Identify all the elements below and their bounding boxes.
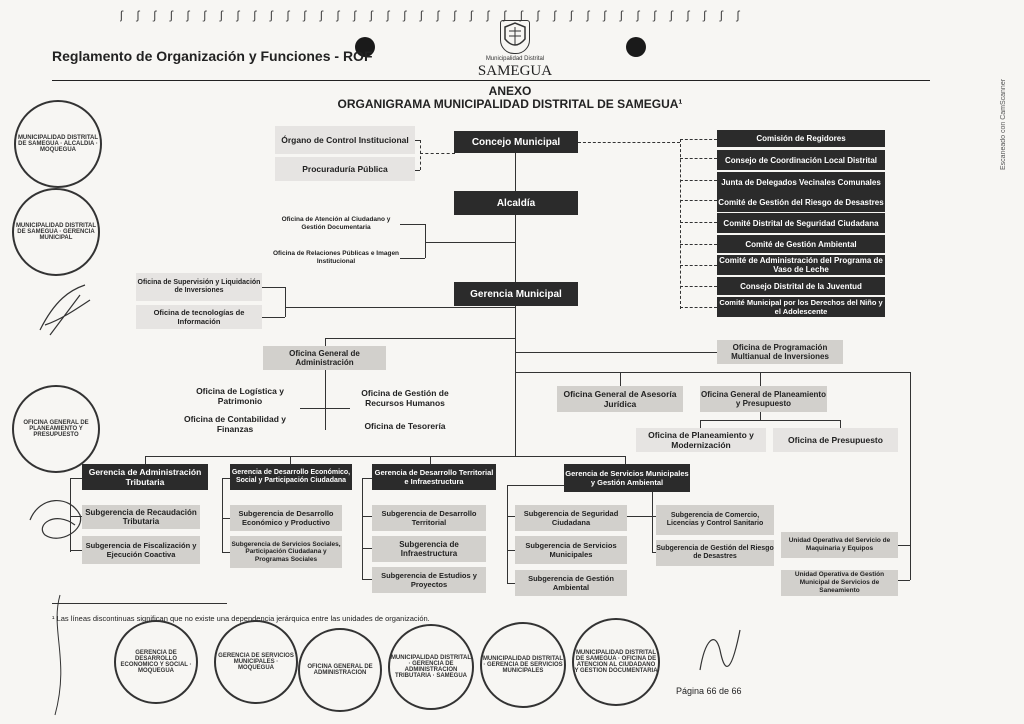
- connector: [515, 352, 717, 353]
- gerencia-servicios-municipales: Gerencia de Servicios Municipales y Gestión Ambiental: [564, 464, 690, 492]
- committee-box: Comisión de Regidores: [717, 130, 885, 147]
- unidad-saneamiento: Unidad Operativa de Gestión Municipal de Servicios de Saneamiento: [781, 570, 898, 596]
- connector: [362, 478, 372, 479]
- subgerencia-desarrollo-territorial: Subgerencia de Desarrollo Territorial: [372, 505, 486, 531]
- gerencia-desarrollo-economico: Gerencia de Desarrollo Económico, Social y Participación Ciudadana: [230, 464, 352, 490]
- connector: [507, 583, 515, 584]
- subgerencia-estudios-proyectos: Subgerencia de Estudios y Proyectos: [372, 567, 486, 593]
- subgerencia-fiscalizacion: Subgerencia de Fiscalización y Ejecución Coactiva: [82, 536, 200, 564]
- subgerencia-seguridad-ciudadana: Subgerencia de Seguridad Ciudadana: [515, 505, 627, 531]
- connector-dashed: [680, 265, 717, 266]
- connector: [362, 579, 372, 580]
- subgerencia-recaudacion: Subgerencia de Recaudación Tributaria: [82, 505, 200, 529]
- subgerencia-desarrollo-economico: Subgerencia de Desarrollo Económico y Productivo: [230, 505, 342, 531]
- signature-scribble: [40, 590, 80, 720]
- oficina-planeamiento-modernizacion: Oficina de Planeamiento y Modernización: [636, 428, 766, 452]
- committee-box: Comité Municipal por los Derechos del Niño y el Adolescente: [717, 297, 885, 317]
- connector: [222, 518, 230, 519]
- connector-dashed: [680, 200, 717, 201]
- subgerencia-servicios-municipales: Subgerencia de Servicios Municipales: [515, 536, 627, 564]
- signature-scribble: [30, 280, 100, 340]
- connector: [70, 478, 82, 479]
- spiral-marks: ʃʃʃʃʃʃʃʃʃʃʃʃʃʃʃʃʃʃʃʃʃʃʃʃʃʃʃʃʃʃʃʃʃʃʃʃʃʃ: [120, 8, 754, 22]
- connector: [362, 516, 372, 517]
- subgerencia-infraestructura: Subgerencia de Infraestructura: [372, 536, 486, 562]
- connector: [285, 307, 515, 308]
- connector-dashed: [420, 153, 455, 154]
- oficina-contabilidad: Oficina de Contabilidad y Finanzas: [183, 414, 286, 434]
- subgerencia-gestion-ambiental: Subgerencia de Gestión Ambiental: [515, 570, 627, 596]
- connector: [620, 372, 621, 387]
- connector-dashed: [578, 142, 680, 143]
- connector: [400, 258, 425, 259]
- municipal-shield-icon: [500, 20, 530, 54]
- connector: [700, 420, 840, 421]
- official-stamp: MUNICIPALIDAD DISTRITAL DE SAMEGUA · OFICINA DE ATENCION AL CIUDADANO Y GESTION DOCUMENTARIA: [572, 618, 660, 706]
- official-stamp: OFICINA GENERAL DE ADMINISTRACION: [298, 628, 382, 712]
- connector: [840, 420, 841, 428]
- official-stamp: GERENCIA DE SERVICIOS MUNICIPALES · MOQUEGUA: [214, 620, 298, 704]
- subgerencia-comercio: Subgerencia de Comercio, Licencias y Control Sanitario: [656, 505, 774, 535]
- official-stamp: MUNICIPALIDAD DISTRITAL DE SAMEGUA · GERENCIA MUNICIPAL: [12, 188, 100, 276]
- chart-title: ORGANIGRAMA MUNICIPALIDAD DISTRITAL DE SAMEGUA¹: [337, 97, 683, 111]
- footnote: ¹ Las líneas discontinuas significan que no existe una dependencia jerárquica entre las unidades de organización.: [52, 614, 430, 623]
- connector: [652, 492, 653, 552]
- committee-box: Comité de Gestión Ambiental: [717, 235, 885, 253]
- connector-dashed: [680, 286, 717, 287]
- subgerencia-riesgo-desastres: Subgerencia de Gestión del Riesgo de Desastres: [656, 540, 774, 566]
- gerencia-municipal-box: Gerencia Municipal: [454, 282, 578, 306]
- connector: [262, 287, 285, 288]
- gerencia-desarrollo-territorial: Gerencia de Desarrollo Territorial e Infraestructura: [372, 464, 496, 490]
- procuraduria-box: Procuraduría Pública: [275, 157, 415, 181]
- oficina-programacion-multianual: Oficina de Programación Multianual de Inversiones: [717, 340, 843, 364]
- official-stamp: MUNICIPALIDAD DISTRITAL · GERENCIA DE ADMINISTRACION TRIBUTARIA · SAMEGUA: [388, 624, 474, 710]
- connector: [507, 485, 564, 486]
- connector: [760, 372, 761, 387]
- oficina-logistica: Oficina de Logística y Patrimonio: [196, 386, 284, 406]
- connector: [627, 516, 652, 517]
- official-stamp: GERENCIA DE DESARROLLO ECONOMICO Y SOCIAL · MOQUEGUA: [114, 620, 198, 704]
- oficina-atencion-ciudadano: Oficina de Atención al Ciudadano y Gestión Documentaria: [281, 216, 391, 231]
- connector-dashed: [680, 307, 717, 308]
- connector-dashed: [680, 180, 717, 181]
- organo-control-box: Órgano de Control Institucional: [275, 126, 415, 154]
- oficina-presupuesto: Oficina de Presupuesto: [773, 428, 898, 452]
- connector: [222, 552, 230, 553]
- connector: [515, 372, 910, 373]
- oficina-relaciones-publicas: Oficina de Relaciones Públicas e Imagen Institucional: [272, 250, 400, 265]
- connector: [425, 224, 426, 258]
- oficina-supervision: Oficina de Supervisión y Liquidación de Inversiones: [136, 273, 262, 301]
- connector: [400, 224, 425, 225]
- committee-box: Comité Distrital de Seguridad Ciudadana: [717, 213, 885, 233]
- header-rule: [52, 80, 930, 81]
- connector-dashed: [680, 222, 717, 223]
- committee-box: Consejo Distrital de la Juventud: [717, 277, 885, 295]
- connector: [700, 420, 701, 428]
- alcaldia-box: Alcaldía: [454, 191, 578, 215]
- connector: [290, 456, 291, 464]
- connector: [262, 317, 285, 318]
- connector-dashed: [420, 140, 421, 170]
- oficina-tecnologias: Oficina de tecnologías de Información: [136, 305, 262, 329]
- page-number: Página 66 de 66: [676, 686, 742, 696]
- oficina-tesoreria: Oficina de Tesorería: [364, 421, 446, 431]
- connector-dashed: [680, 139, 717, 140]
- oficina-asesoria-juridica: Oficina General de Asesoría Jurídica: [557, 386, 683, 412]
- connector: [910, 372, 911, 580]
- committee-box: Junta de Delegados Vecinales Comunales: [717, 172, 885, 192]
- signature-scribble: [690, 620, 750, 690]
- connector: [362, 548, 372, 549]
- unidad-maquinaria-equipos: Unidad Operativa del Servicio de Maquinaria y Equipos: [781, 532, 898, 558]
- connector-dashed: [680, 158, 717, 159]
- binder-hole: [626, 37, 646, 57]
- subgerencia-servicios-sociales: Subgerencia de Servicios Sociales, Participación Ciudadana y Programas Sociales: [230, 536, 342, 568]
- connector: [222, 478, 230, 479]
- document-header-title: Reglamento de Organización y Funciones - ROF: [52, 48, 373, 64]
- connector: [760, 412, 761, 420]
- connector: [507, 485, 508, 583]
- connector: [145, 456, 146, 464]
- official-stamp: OFICINA GENERAL DE PLANEAMIENTO Y PRESUPUESTO: [12, 385, 100, 473]
- connector: [362, 478, 363, 580]
- oficina-general-administracion: Oficina General de Administración: [263, 346, 386, 370]
- concejo-municipal-box: Concejo Municipal: [454, 131, 578, 153]
- connector: [222, 478, 223, 552]
- connector: [145, 456, 625, 457]
- connector: [300, 408, 350, 409]
- connector: [507, 516, 515, 517]
- oficina-planeamiento-presupuesto: Oficina General de Planeamiento y Presupuesto: [700, 386, 827, 412]
- connector: [898, 545, 910, 546]
- committee-box: Comité de Administración del Programa de Vaso de Leche: [717, 255, 885, 275]
- scanner-watermark: Escaneado con CamScanner: [1000, 78, 1007, 170]
- connector: [325, 338, 515, 339]
- oficina-recursos-humanos: Oficina de Gestión de Recursos Humanos: [361, 388, 449, 408]
- connector-dashed: [680, 244, 717, 245]
- annex-label: ANEXO: [488, 84, 532, 98]
- official-stamp: MUNICIPALIDAD DISTRITAL DE SAMEGUA · ALCALDIA · MOQUEGUA: [14, 100, 102, 188]
- connector: [425, 242, 515, 243]
- official-stamp: MUNICIPALIDAD DISTRITAL · GERENCIA DE SERVICIOS MUNICIPALES: [480, 622, 566, 708]
- connector: [625, 456, 626, 464]
- connector: [507, 550, 515, 551]
- connector: [898, 580, 910, 581]
- connector: [430, 456, 431, 464]
- connector-dashed: [680, 139, 681, 309]
- committee-box: Consejo de Coordinación Local Distrital: [717, 150, 885, 170]
- logo-caption: Municipalidad Distrital: [485, 56, 545, 62]
- committee-box: Comité de Gestión del Riesgo de Desastres: [717, 192, 885, 212]
- gerencia-administracion-tributaria: Gerencia de Administración Tributaria: [82, 464, 208, 490]
- signature-scribble: [20, 485, 100, 555]
- logo-name: SAMEGUA: [477, 63, 553, 79]
- connector: [285, 287, 286, 317]
